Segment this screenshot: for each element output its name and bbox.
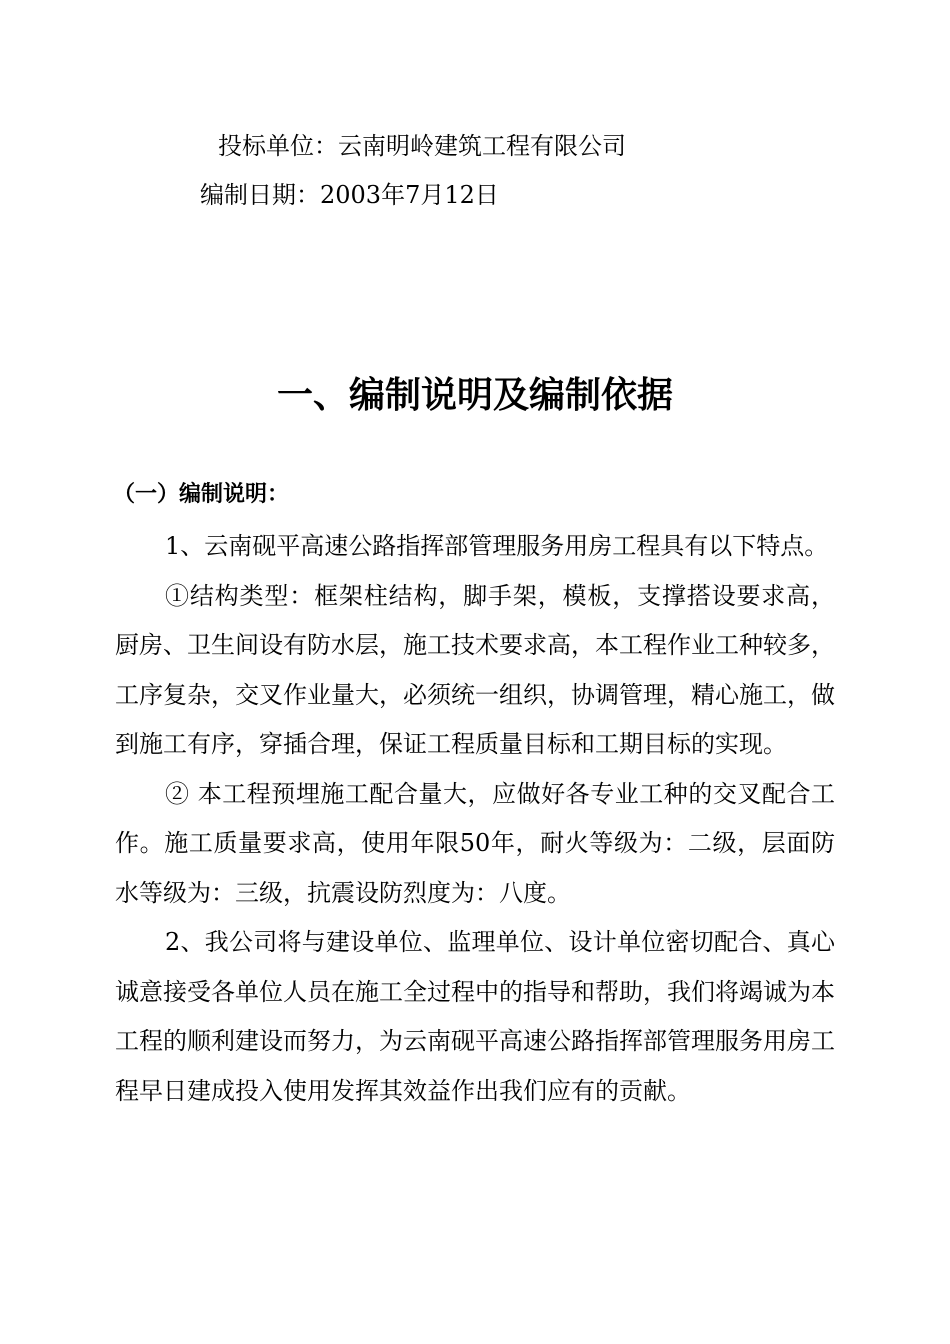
subsection-title: （一）编制说明： xyxy=(113,482,290,507)
paragraph: 1、云南砚平高速公路指挥部管理服务用房工程具有以下特点。 xyxy=(165,532,829,560)
body-text xyxy=(115,522,835,1116)
paragraph: ①结构类型：框架柱结构，脚手架，模板，支撑搭设要求高，厨房、卫生间设有防水层，施工技术要求高，本工程作业工种较多，工序复杂，交叉作业量大，必须统一组织，协调管理，精心施工，做到施工有序，穿插合理，保证工程质量目标和工期目标的实现。 xyxy=(115,581,835,758)
bidder-line: 投标单位：云南明岭建筑工程有限公司 xyxy=(218,132,626,160)
paragraph: ② 本工程预埋施工配合量大，应做好各专业工种的交叉配合工作。施工质量要求高，使用年限50年，耐火等级为：二级，层面防水等级为：三级，抗震设防烈度为：八度。 xyxy=(115,779,835,907)
paragraph: 2、我公司将与建设单位、监理单位、设计单位密切配合、真心诚意接受各单位人员在施工全过程中的指导和帮助，我们将竭诚为本工程的顺利建设而努力，为云南砚平高速公路指挥部管理服务用房工程早日建成投入使用发挥其效益作出我们应有的贡献。 xyxy=(115,928,835,1105)
section-title: 一、编制说明及编制依据 xyxy=(276,375,673,416)
date-line: 编制日期：2003年7月12日 xyxy=(200,181,499,209)
